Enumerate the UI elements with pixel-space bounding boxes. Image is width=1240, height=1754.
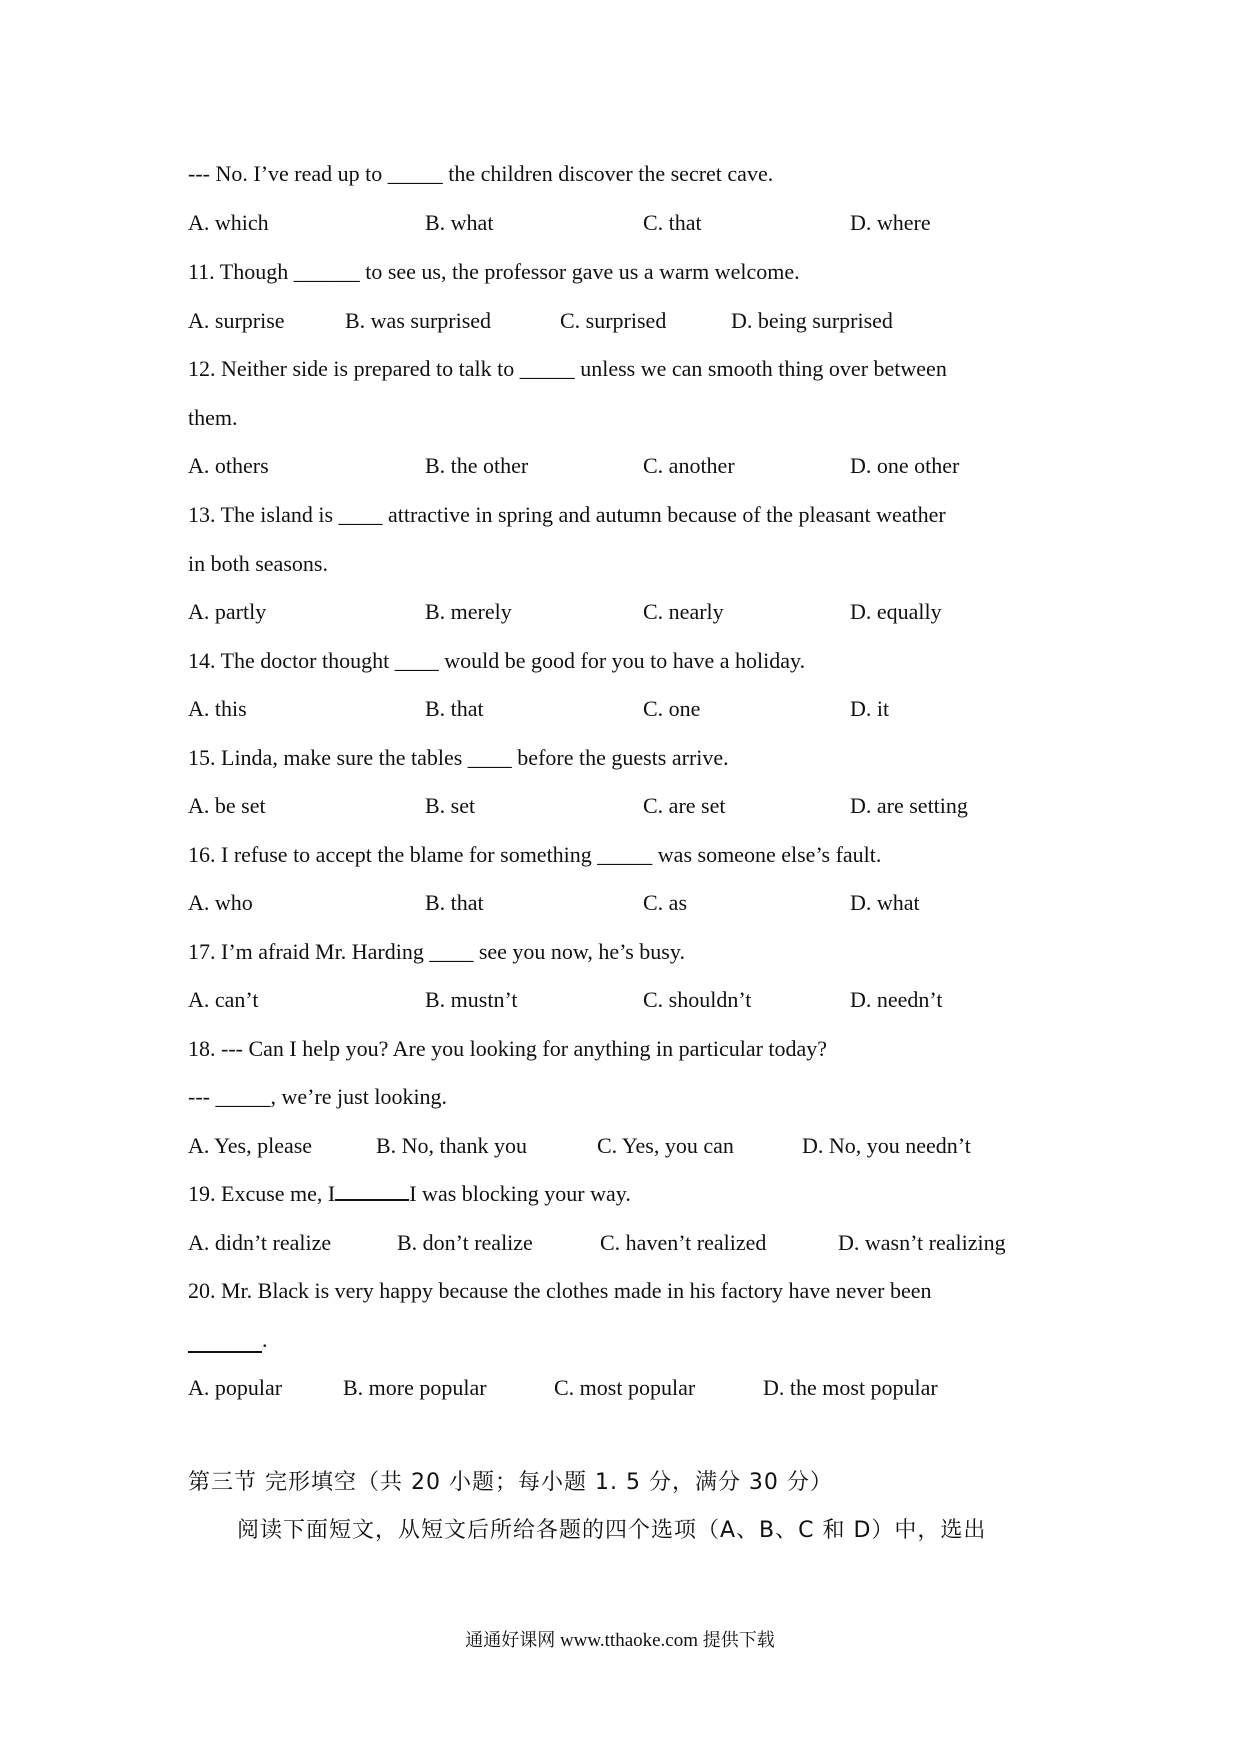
q11-option-b: B. was surprised <box>345 308 492 333</box>
q15-stem: 15. Linda, make sure the tables ____ before the guests arrive. <box>188 745 729 770</box>
q19-stem-after: I was blocking your way. <box>409 1181 631 1206</box>
footer-url[interactable]: www.tthaoke.com <box>559 1630 699 1651</box>
q12-option-a: A. others <box>188 453 269 478</box>
q14-option-c: C. one <box>643 696 701 721</box>
q12-option-d: D. one other <box>850 453 960 478</box>
q11-stem: 11. Though ______ to see us, the professor gave us a warm welcome. <box>188 259 800 284</box>
q18-option-b: B. No, thank you <box>376 1133 527 1158</box>
q20-option-c: C. most popular <box>554 1375 696 1400</box>
q12-stem-line2: them. <box>188 405 238 430</box>
q13-option-c: C. nearly <box>643 599 724 624</box>
q10-line: --- No. I’ve read up to _____ the children discover the secret cave. <box>188 161 774 186</box>
q15-option-b: B. set <box>425 793 476 818</box>
q16-option-d: D. what <box>850 890 920 915</box>
q15-option-d: D. are setting <box>850 793 968 818</box>
q17-option-b: B. mustn’t <box>425 987 518 1012</box>
q18-option-d: D. No, you needn’t <box>802 1133 971 1158</box>
q10-option-d: D. where <box>850 210 931 235</box>
q19-option-c: C. haven’t realized <box>600 1230 767 1255</box>
q19-blank <box>335 1179 409 1201</box>
q16-option-a: A. who <box>188 890 253 915</box>
q10-option-b: B. what <box>425 210 494 235</box>
q14-stem: 14. The doctor thought ____ would be good for you to have a holiday. <box>188 648 806 673</box>
q20-option-a: A. popular <box>188 1375 283 1400</box>
q17-option-c: C. shouldn’t <box>643 987 752 1012</box>
q13-option-b: B. merely <box>425 599 512 624</box>
q11-option-a: A. surprise <box>188 308 285 333</box>
q16-option-b: B. that <box>425 890 484 915</box>
page-footer <box>0 1628 1240 1654</box>
q10-option-a: A. which <box>188 210 269 235</box>
q14-option-b: B. that <box>425 696 484 721</box>
q18-option-a: A. Yes, please <box>188 1133 313 1158</box>
section3-heading: 第三节 完形填空（共 20 小题；每小题 1. 5 分，满分 30 分） <box>188 1470 833 1495</box>
q10-option-c: C. that <box>643 210 702 235</box>
q13-stem-line1: 13. The island is ____ attractive in spring and autumn because of the pleasant weather <box>188 502 946 527</box>
q15-option-a: A. be set <box>188 793 266 818</box>
q18-stem-line1: 18. --- Can I help you? Are you looking for anything in particular today? <box>188 1036 828 1061</box>
q13-option-d: D. equally <box>850 599 942 624</box>
q19-stem-before: 19. Excuse me, I <box>188 1181 336 1206</box>
q12-option-b: B. the other <box>425 453 529 478</box>
q16-option-c: C. as <box>643 890 687 915</box>
footer-suffix: 提供下载 <box>702 1630 775 1651</box>
q11-option-c: C. surprised <box>560 308 667 333</box>
q20-option-d: D. the most popular <box>763 1375 938 1400</box>
q11-option-d: D. being surprised <box>731 308 893 333</box>
section3-instruction: 阅读下面短文，从短文后所给各题的四个选项（A、B、C 和 D）中，选出 <box>237 1518 987 1543</box>
q19-option-b: B. don’t realize <box>397 1230 533 1255</box>
q19-option-a: A. didn’t realize <box>188 1230 332 1255</box>
q17-stem: 17. I’m afraid Mr. Harding ____ see you now, he’s busy. <box>188 939 685 964</box>
q20-option-b: B. more popular <box>343 1375 487 1400</box>
q17-option-a: A. can’t <box>188 987 259 1012</box>
q18-option-c: C. Yes, you can <box>597 1133 734 1158</box>
q18-stem-line2: --- _____, we’re just looking. <box>188 1084 448 1109</box>
q20-blank <box>188 1351 262 1353</box>
q12-option-c: C. another <box>643 453 735 478</box>
q19-stem <box>188 1179 631 1209</box>
q17-option-d: D. needn’t <box>850 987 943 1012</box>
q13-option-a: A. partly <box>188 599 267 624</box>
q14-option-a: A. this <box>188 696 247 721</box>
footer-site-name: 通通好课网 <box>465 1630 556 1651</box>
q16-stem: 16. I refuse to accept the blame for something _____ was someone else’s fault. <box>188 842 882 867</box>
q20-stem-end: . <box>262 1327 268 1352</box>
q19-option-d: D. wasn’t realizing <box>838 1230 1006 1255</box>
q14-option-d: D. it <box>850 696 890 721</box>
q15-option-c: C. are set <box>643 793 726 818</box>
q13-stem-line2: in both seasons. <box>188 551 328 576</box>
q12-stem-line1: 12. Neither side is prepared to talk to _____ unless we can smooth thing over between <box>188 356 947 381</box>
q20-stem-line1: 20. Mr. Black is very happy because the clothes made in his factory have never been <box>188 1278 932 1303</box>
